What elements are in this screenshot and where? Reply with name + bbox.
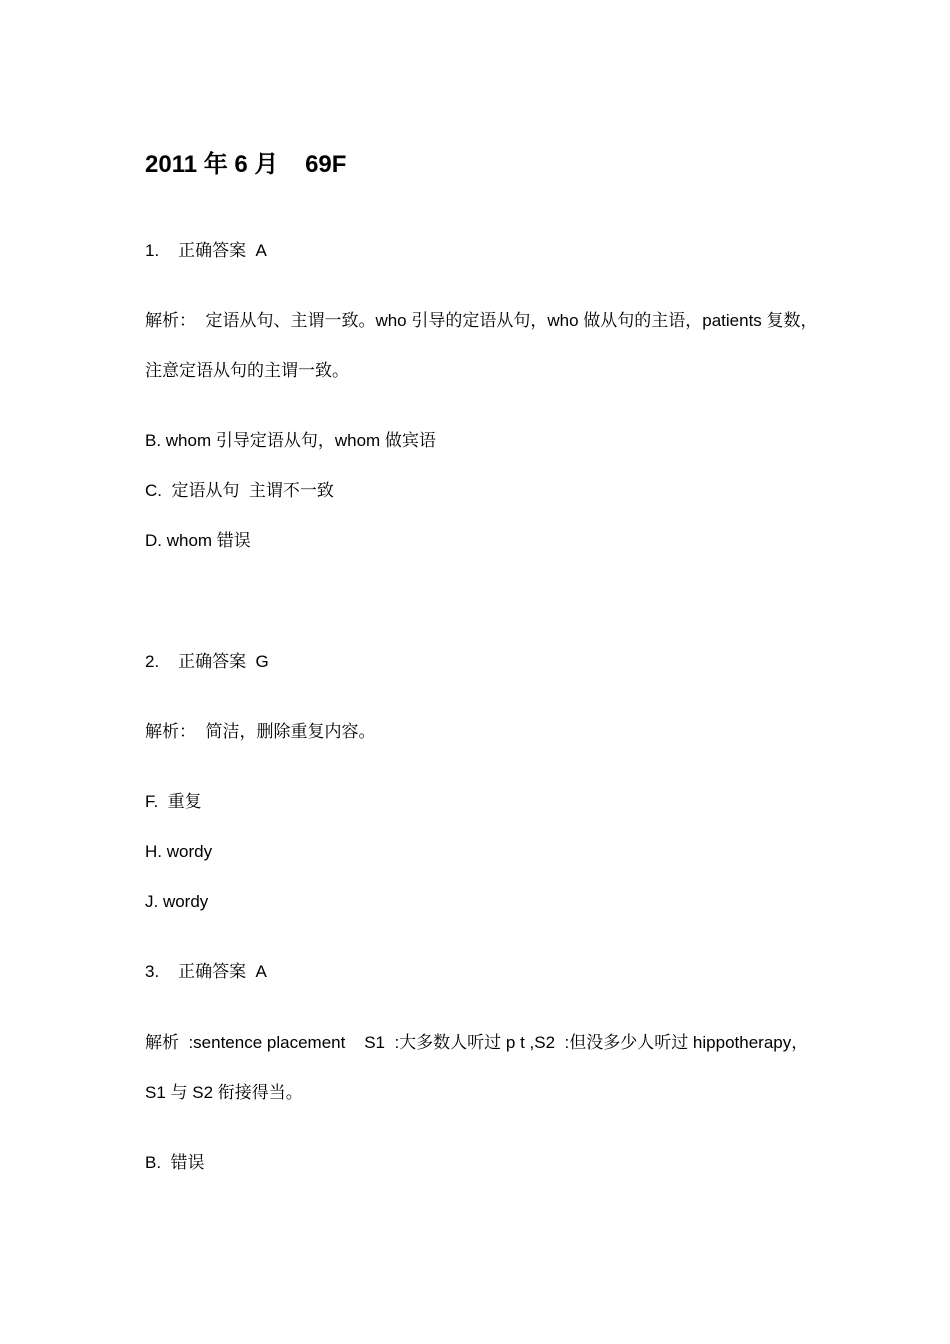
q1-analysis-line-1: 解析： 定语从句、主谓一致。who 引导的定语从句，who 做从句的主语，patients 复数， [145,311,818,330]
page-title: 2011 年 6 月 69F [145,151,347,178]
q1-option-c: C. 定语从句 主谓不一致 [145,481,334,500]
q1-answer: 1. 正确答案 A [145,241,267,260]
q1-option-d: D. whom 错误 [145,531,251,550]
q2-analysis-line-1: 解析： 简洁，删除重复内容。 [145,722,376,741]
q1-option-b: B. whom 引导定语从句，whom 做宾语 [145,431,436,450]
q2-option-j: J. wordy [145,892,209,911]
q2-option-h: H. wordy [145,842,213,861]
q1-analysis-line-2: 注意定语从句的主谓一致。 [145,361,349,380]
q2-answer: 2. 正确答案 G [145,652,269,671]
q3-analysis-line-2: S1 与 S2 衔接得当。 [145,1083,303,1102]
q3-answer: 3. 正确答案 A [145,962,267,981]
q3-analysis-line-1: 解析 :sentence placement S1 :大多数人听过 p t ,S2 :但没多少人听过 hippotherapy， [145,1033,809,1052]
q2-option-f: F. 重复 [145,792,202,811]
q3-option-b: B. 错误 [145,1153,205,1172]
